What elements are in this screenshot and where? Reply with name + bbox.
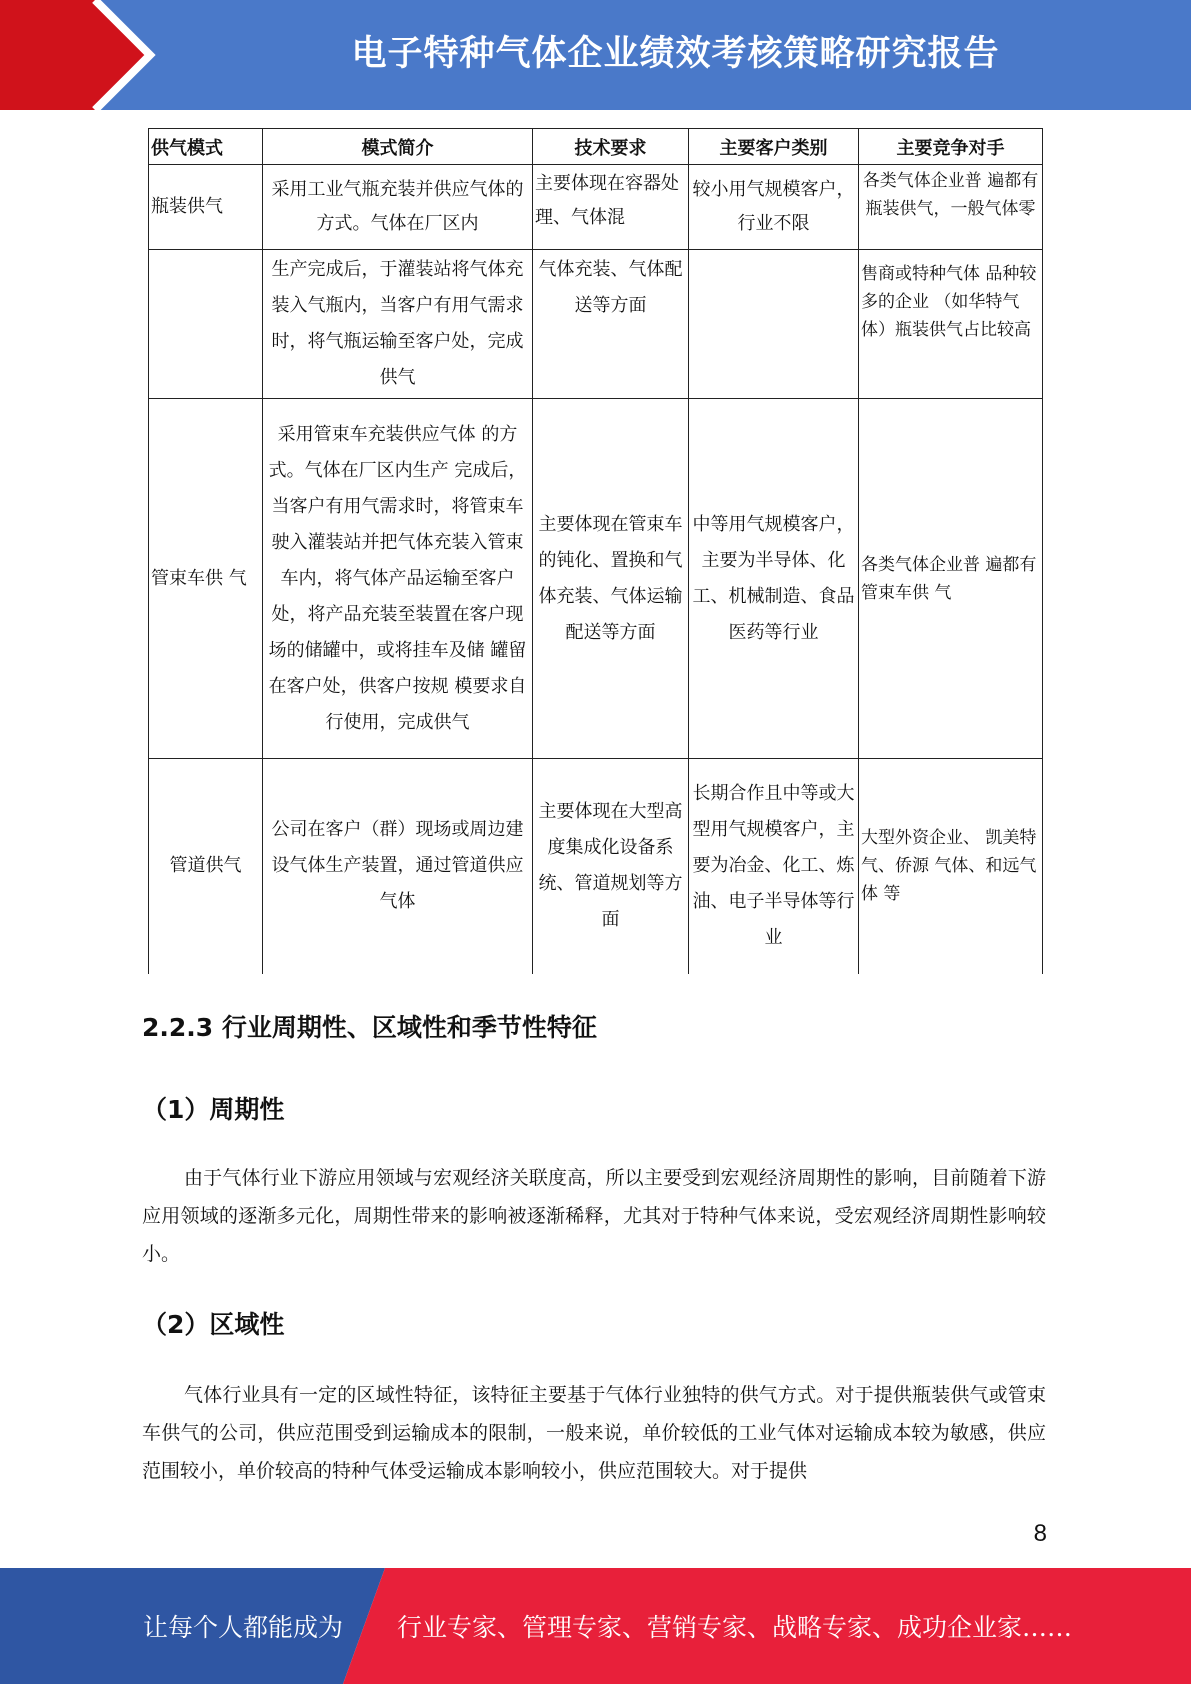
table-cell: 气体充装、气体配送等方面 (533, 250, 689, 399)
col-header-tech-req: 技术要求 (533, 129, 689, 165)
table-cell: 管束车供 气 (149, 399, 263, 759)
table-cell: 各类气体企业普 遍都有管束车供 气 (859, 399, 1043, 759)
table-cell: 主要体现在大型高度集成化设备系统、管道规划等方面 (533, 759, 689, 974)
table-cell: 各类气体企业普 遍都有瓶装供气，一般气体零 (859, 165, 1043, 250)
table-row (149, 399, 1043, 759)
table-cell: 公司在客户（群）现场或周边建设气体生产装置，通过管道供应气体 (263, 759, 533, 974)
col-header-customer-type: 主要客户类别 (689, 129, 859, 165)
table-cell: 较小用气规模客户，行业不限 (689, 165, 859, 250)
page-number: 8 (1033, 1520, 1047, 1547)
section-heading: 2.2.3 行业周期性、区域性和季节性特征 (142, 1013, 597, 1042)
footer-slogan-left: 让每个人都能成为 (143, 1613, 344, 1642)
table-cell: 管道供气 (149, 759, 263, 974)
table-cell: 大型外资企业、 凯美特气、侨源 气体、和远气体 等 (859, 759, 1043, 974)
paragraph-cyclicality: 由于气体行业下游应用领域与宏观经济关联度高，所以主要受到宏观经济周期性的影响，目前随着下游应用领域的逐渐多元化，周期性带来的影响被逐渐稀释，尤其对于特种气体来说，受宏观经济周期性影响较小。 (142, 1167, 1046, 1265)
col-header-mode-intro: 模式简介 (263, 129, 533, 165)
table-cell: 采用管束车充装供应气体 的方式。气体在厂区内生产 完成后，当客户有用气需求时，将管束车驶入灌装站并把气体充装入管束车内，将气体产品运输至客户处，将产品充装至装置在客户现 场的储罐中，或将挂车及储 罐留在客户处，供客户按规 模要求自行使用，完成供气 (263, 399, 533, 759)
red-arrow-decoration (0, 0, 160, 110)
subheading-cyclicality: （1）周期性 (142, 1095, 285, 1124)
subheading-regionality: （2）区域性 (142, 1310, 285, 1339)
table-cell: 采用工业气瓶充装并供应气体的方式。气体在厂区内 (263, 165, 533, 250)
gas-supply-mode-table (148, 128, 1043, 974)
page-header (0, 0, 1191, 110)
footer-slogan-right: 行业专家、管理专家、营销专家、战略专家、成功企业家…… (397, 1613, 1073, 1642)
col-header-competitors: 主要竞争对手 (859, 129, 1043, 165)
red-arrow-shape (0, 0, 150, 110)
table-header-row (149, 129, 1043, 165)
table-row (149, 759, 1043, 974)
table-cell: 中等用气规模客户，主要为半导体、化工、机械制造、食品医药等行业 (689, 399, 859, 759)
table-cell: 生产完成后，于灌装站将气体充装入气瓶内，当客户有用气需求时，将气瓶运输至客户处，完成供气 (263, 250, 533, 399)
report-title: 电子特种气体企业绩效考核策略研究报告 (351, 34, 1000, 74)
table-row (149, 250, 1043, 399)
table-row (149, 165, 1043, 250)
page-footer (0, 1568, 1191, 1684)
table-cell: 长期合作且中等或大型用气规模客户，主要为冶金、化工、炼油、电子半导体等行业 (689, 759, 859, 974)
table-cell: 瓶装供气 (149, 165, 263, 250)
table-cell (689, 250, 859, 399)
table-cell: 主要体现在管束车的钝化、置换和气体充装、气体运输配送等方面 (533, 399, 689, 759)
table-cell: 售商或特种气体 品种较多的企业 （如华特气体）瓶装供气占比较高 (859, 250, 1043, 399)
col-header-supply-mode: 供气模式 (149, 129, 263, 165)
table-cell (149, 250, 263, 399)
table-cell: 主要体现在容器处理、气体混 (533, 165, 689, 250)
paragraph-regionality: 气体行业具有一定的区域性特征，该特征主要基于气体行业独特的供气方式。对于提供瓶装供气或管束车供气的公司，供应范围受到运输成本的限制，一般来说，单价较低的工业气体对运输成本较为敏感，供应范围较小，单价较高的特种气体受运输成本影响较小，供应范围较大。对于提供 (142, 1384, 1046, 1482)
